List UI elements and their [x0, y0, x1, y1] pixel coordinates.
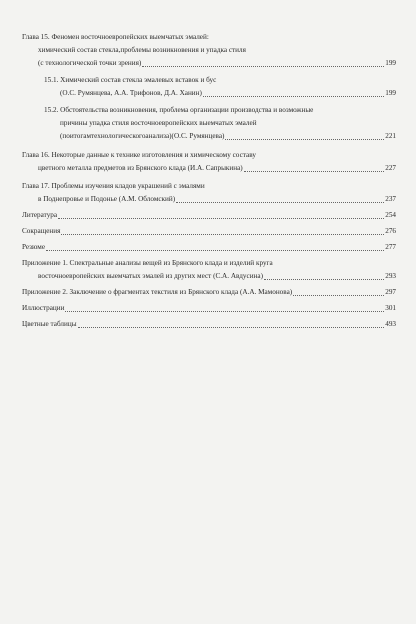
- toc-ch17-line2-text: в Поднепровье и Подонье (А.М. Обломский): [38, 195, 176, 203]
- toc-ch15-2-line2: причины упадка стиля восточноевропейских выемчатых эмалей: [60, 119, 257, 127]
- toc-ch15-2-line3: [60, 132, 396, 141]
- toc-ch15-2-line3-text: (поитогамтехнологическогоанализа)(О.С. Румянцева): [60, 132, 225, 140]
- toc-illustrations-page: 301: [385, 304, 396, 312]
- toc-resume-page: 277: [385, 243, 396, 251]
- toc-ch15-line3-text: (с технологической точки зрения): [38, 59, 142, 67]
- toc-abbreviations-label: Сокращения: [22, 227, 61, 235]
- toc-literature: [22, 211, 396, 220]
- toc-ch15-1-line2-text: (О.С. Румянцева, А.А. Трифонов, Д.А. Ханин): [60, 89, 202, 97]
- leader-dots: [176, 202, 384, 203]
- toc-ch15-page: 199: [385, 59, 396, 67]
- toc-app1-line1: Приложение 1. Спектральные анализы вещей из Брянского клада и изделий круга: [22, 259, 273, 267]
- leader-dots: [142, 66, 384, 67]
- toc-color-plates-page: 493: [385, 320, 396, 328]
- toc-literature-page: 254: [385, 211, 396, 219]
- toc-ch17-line2: [38, 195, 396, 204]
- leader-dots: [61, 234, 384, 235]
- toc-ch15-line2: химический состав стекла,проблемы возникновения и упадка стиля: [38, 46, 246, 54]
- toc-illustrations: [22, 304, 396, 313]
- toc-literature-label: Литература: [22, 211, 58, 219]
- toc-ch16-line2: [38, 164, 396, 173]
- toc-ch16-line2-text: цветного металла предметов из Брянского клада (И.А. Сапрыкина): [38, 164, 243, 172]
- toc-app2: [22, 288, 396, 297]
- toc-illustrations-label: Иллюстрации: [22, 304, 65, 312]
- toc-ch17-line1: Глава 17. Проблемы изучения кладов украшений с эмалями: [22, 182, 205, 190]
- toc-ch16-line1: Глава 16. Некоторые данные к технике изготовления и химическому составу: [22, 151, 256, 159]
- toc-app2-page: 297: [385, 288, 396, 296]
- toc-ch17-page: 237: [385, 195, 396, 203]
- toc-color-plates-label: Цветные таблицы: [22, 320, 77, 328]
- toc-ch15-1-line2: [60, 89, 396, 98]
- toc-app1-line2: [38, 272, 396, 281]
- leader-dots: [78, 327, 385, 328]
- toc-abbreviations-page: 276: [385, 227, 396, 235]
- toc-color-plates: [22, 320, 396, 329]
- toc-ch15-line1: Глава 15. Феномен восточноевропейских выемчатых эмалей:: [22, 33, 209, 41]
- leader-dots: [293, 295, 384, 296]
- toc-resume-label: Резюме: [22, 243, 46, 251]
- toc-ch15-line3: [38, 59, 396, 68]
- toc-ch15-2-page: 221: [385, 132, 396, 140]
- toc-ch15-1-page: 199: [385, 89, 396, 97]
- toc-app2-label: Приложение 2. Заключение о фрагментах текстиля из Брянского клада (А.А. Мамонова): [22, 288, 293, 296]
- toc-app1-page: 293: [385, 272, 396, 280]
- toc-app1-line2-text: восточноевропейских выемчатых эмалей из других мест (С.А. Авдусина): [38, 272, 263, 280]
- leader-dots: [225, 139, 384, 140]
- leader-dots: [58, 218, 384, 219]
- leader-dots: [244, 171, 385, 172]
- leader-dots: [203, 96, 384, 97]
- leader-dots: [46, 250, 384, 251]
- toc-ch15-2-line1: 15.2. Обстоятельства возникновения, проблема организации производства и возможные: [44, 106, 314, 114]
- toc-ch16-page: 227: [385, 164, 396, 172]
- toc-ch15-1-line1: 15.1. Химический состав стекла эмалевых вставок и бус: [44, 76, 217, 84]
- toc-abbreviations: [22, 227, 396, 236]
- leader-dots: [65, 311, 384, 312]
- leader-dots: [264, 279, 384, 280]
- toc-resume: [22, 243, 396, 252]
